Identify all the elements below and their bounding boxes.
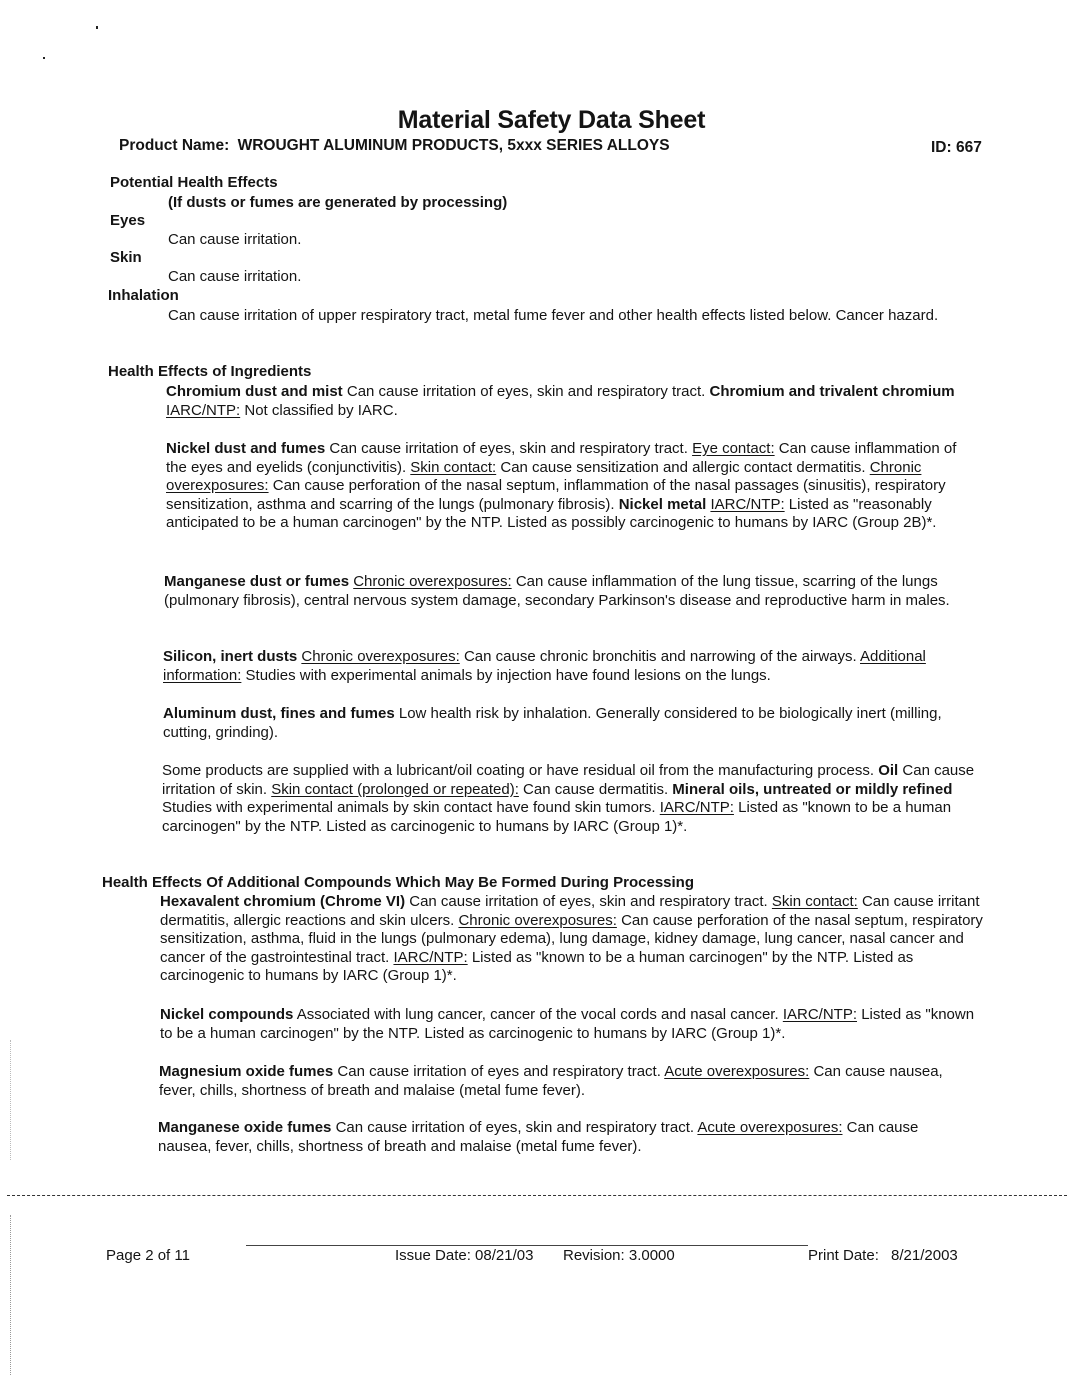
compound-nickel-compounds bbox=[160, 1006, 975, 1043]
ingredient-name: Chromium dust and mist bbox=[166, 383, 343, 400]
route-label-inhalation: Inhalation bbox=[108, 287, 179, 304]
scan-edge-marks bbox=[10, 1215, 11, 1375]
ingredient-text: Studies with experimental animals by injection have found lesions on the lungs. bbox=[245, 666, 771, 684]
compound-text: Listed as "known to be a human carcinogen" by the NTP. Listed as carcinogenic to humans by IARC (Group 1)*. bbox=[160, 948, 914, 985]
compound-text: Can cause irritation of eyes and respiratory tract. bbox=[337, 1063, 661, 1080]
product-name-line bbox=[119, 137, 670, 155]
route-text-skin: Can cause irritation. bbox=[168, 268, 302, 285]
compound-hexavalent-chromium bbox=[160, 893, 985, 986]
ingredient-text: Listed as "reasonably anticipated to be a human carcinogen" by the NTP. Listed as possibly carcinogenic to humans by IARC (Group 2B)*. bbox=[166, 495, 937, 532]
issue-date: Issue Date: 08/21/03 bbox=[395, 1247, 534, 1264]
compound-text: Can cause nausea, fever, chills, shortness of breath and malaise (metal fume fever). bbox=[159, 1063, 943, 1099]
additional-information-label: Additional information: bbox=[163, 648, 926, 684]
skin-contact-label: Skin contact: bbox=[771, 893, 858, 910]
product-name-value: WROUGHT ALUMINUM PRODUCTS, 5xxx SERIES ALLOYS bbox=[237, 137, 670, 154]
document-title: Material Safety Data Sheet bbox=[397, 106, 706, 134]
scan-speck bbox=[43, 57, 45, 59]
scan-speck bbox=[96, 26, 98, 29]
document-id bbox=[931, 139, 982, 157]
ingredient-text: Can cause perforation of the nasal septum, inflammation of the nasal passages (sinusitis), respiratory sensitization, asthma and scarring of the lungs (pulmonary fibrosis). bbox=[166, 477, 946, 513]
ingredient-name: Manganese dust or fumes bbox=[164, 573, 350, 590]
acute-overexposures-label: Acute overexposures: bbox=[697, 1119, 843, 1136]
route-label-skin: Skin bbox=[110, 249, 142, 266]
page-separator bbox=[7, 1195, 1067, 1196]
eye-contact-label: Eye contact: bbox=[692, 440, 775, 457]
acute-overexposures-label: Acute overexposures: bbox=[664, 1063, 810, 1080]
ingredient-text: Can cause chronic bronchitis and narrowing of the airways. bbox=[463, 648, 857, 665]
compound-text: Associated with lung cancer, cancer of the vocal cords and nasal cancer. bbox=[296, 1006, 779, 1023]
iarc-ntp-label: IARC/NTP: bbox=[393, 948, 468, 966]
iarc-ntp-label: IARC/NTP: bbox=[782, 1006, 858, 1023]
compound-text: Can cause irritant dermatitis, allergic reactions and skin ulcers. bbox=[160, 893, 980, 929]
ingredient-nickel bbox=[166, 440, 976, 533]
iarc-ntp-label: IARC/NTP: bbox=[166, 401, 241, 419]
ingredient-text: Listed as "known to be a human carcinogen" by the NTP. Listed as carcinogenic to humans by IARC (Group 1)*. bbox=[162, 799, 952, 835]
print-date-value: 8/21/2003 bbox=[891, 1247, 958, 1264]
document-id-label: ID: bbox=[931, 139, 952, 156]
compound-name: Nickel compounds bbox=[160, 1006, 294, 1023]
ingredient-text: Can cause sensitization and allergic contact dermatitis. bbox=[500, 458, 866, 476]
ingredient-name: Aluminum dust, fines and fumes bbox=[163, 705, 395, 722]
route-label-eyes: Eyes bbox=[110, 212, 146, 229]
ingredient-oil bbox=[162, 762, 982, 836]
compound-magnesium-oxide bbox=[159, 1063, 974, 1100]
ingredient-text: Can cause irritation of skin. bbox=[162, 762, 975, 798]
ingredient-name: Nickel dust and fumes bbox=[166, 440, 326, 457]
ingredient-text: Can cause inflammation of the eyes and eyelids (conjunctivitis). bbox=[166, 440, 957, 476]
ingredient-text: Low health risk by inhalation. Generally considered to be biologically inert (milling, cutting, grinding). bbox=[163, 705, 942, 741]
page-number: Page 2 of 11 bbox=[106, 1247, 190, 1264]
scan-edge-marks bbox=[10, 1040, 11, 1160]
product-name-label: Product Name: bbox=[119, 137, 230, 154]
iarc-ntp-label: IARC/NTP: bbox=[710, 495, 785, 513]
ingredient-name: Chromium and trivalent chromium bbox=[709, 383, 955, 400]
revision: Revision: 3.0000 bbox=[563, 1247, 675, 1264]
section-heading-additional-compounds: Health Effects Of Additional Compounds Which May Be Formed During Processing bbox=[102, 874, 694, 891]
ingredient-name: Nickel metal bbox=[618, 495, 707, 513]
ingredient-text: Can cause dermatitis. bbox=[523, 780, 669, 798]
ingredient-text: Can cause irritation of eyes, skin and respiratory tract. bbox=[329, 440, 688, 457]
section-subheading: (If dusts or fumes are generated by processing) bbox=[168, 194, 508, 211]
chronic-overexposures-label: Chronic overexposures: bbox=[301, 648, 460, 665]
compound-name: Magnesium oxide fumes bbox=[159, 1063, 334, 1080]
ingredient-text: Can cause inflammation of the lung tissue, scarring of the lungs (pulmonary fibrosis), central nervous system damage, secondary Parkinson's disease and reproductive harm in males. bbox=[164, 573, 950, 609]
route-text-inhalation: Can cause irritation of upper respiratory tract, metal fume fever and other health effects listed below. Cancer hazard. bbox=[168, 307, 939, 324]
ingredient-name: Oil bbox=[878, 762, 899, 779]
section-heading-potential-health-effects: Potential Health Effects bbox=[110, 174, 278, 191]
ingredient-text: Can cause irritation of eyes, skin and respiratory tract. bbox=[346, 383, 706, 400]
print-date bbox=[808, 1247, 958, 1264]
chronic-overexposures-label: Chronic overexposures: bbox=[166, 458, 922, 495]
ingredient-text: Studies with experimental animals by skin contact have found skin tumors. bbox=[162, 799, 656, 817]
ingredient-name: Silicon, inert dusts bbox=[163, 648, 298, 665]
compound-text: Can cause irritation of eyes, skin and respiratory tract. bbox=[335, 1119, 695, 1136]
chronic-overexposures-label: Chronic overexposures: bbox=[458, 911, 617, 929]
compound-text: Can cause perforation of the nasal septum, respiratory sensitization, asthma, fluid in the lungs (pulmonary edema), lung damage, kidney damage, lung cancer, nasal cancer and cancer of the gastrointestinal tract. bbox=[160, 911, 983, 966]
iarc-ntp-label: IARC/NTP: bbox=[659, 799, 734, 817]
skin-contact-label: Skin contact (prolonged or repeated): bbox=[271, 780, 519, 798]
skin-contact-label: Skin contact: bbox=[410, 458, 497, 476]
route-text-eyes: Can cause irritation. bbox=[168, 231, 302, 248]
compound-manganese-oxide bbox=[158, 1119, 958, 1156]
compound-text: Can cause irritation of eyes, skin and respiratory tract. bbox=[409, 893, 768, 910]
ingredient-name: Mineral oils, untreated or mildly refined bbox=[672, 780, 953, 798]
ingredient-aluminum bbox=[163, 705, 973, 742]
compound-text: Can cause nausea, fever, chills, shortness of breath and malaise (metal fume fever). bbox=[158, 1119, 919, 1155]
ingredient-chromium bbox=[166, 383, 966, 420]
ingredient-manganese bbox=[164, 573, 979, 610]
ingredient-text: Some products are supplied with a lubricant/oil coating or have residual oil from the manufacturing process. bbox=[162, 762, 875, 779]
section-heading-ingredients: Health Effects of Ingredients bbox=[108, 363, 312, 380]
ingredient-silicon bbox=[163, 648, 963, 685]
chronic-overexposures-label: Chronic overexposures: bbox=[353, 573, 512, 590]
footer-rule bbox=[246, 1245, 808, 1246]
ingredient-text: Not classified by IARC. bbox=[244, 401, 398, 419]
compound-text: Listed as "known to be a human carcinogen" by the NTP. Listed as carcinogenic to humans by IARC (Group 1)*. bbox=[160, 1006, 975, 1042]
compound-name: Hexavalent chromium (Chrome VI) bbox=[160, 893, 406, 910]
compound-name: Manganese oxide fumes bbox=[158, 1119, 332, 1136]
document-id-value: 667 bbox=[955, 139, 982, 156]
print-date-label: Print Date: bbox=[808, 1247, 879, 1264]
